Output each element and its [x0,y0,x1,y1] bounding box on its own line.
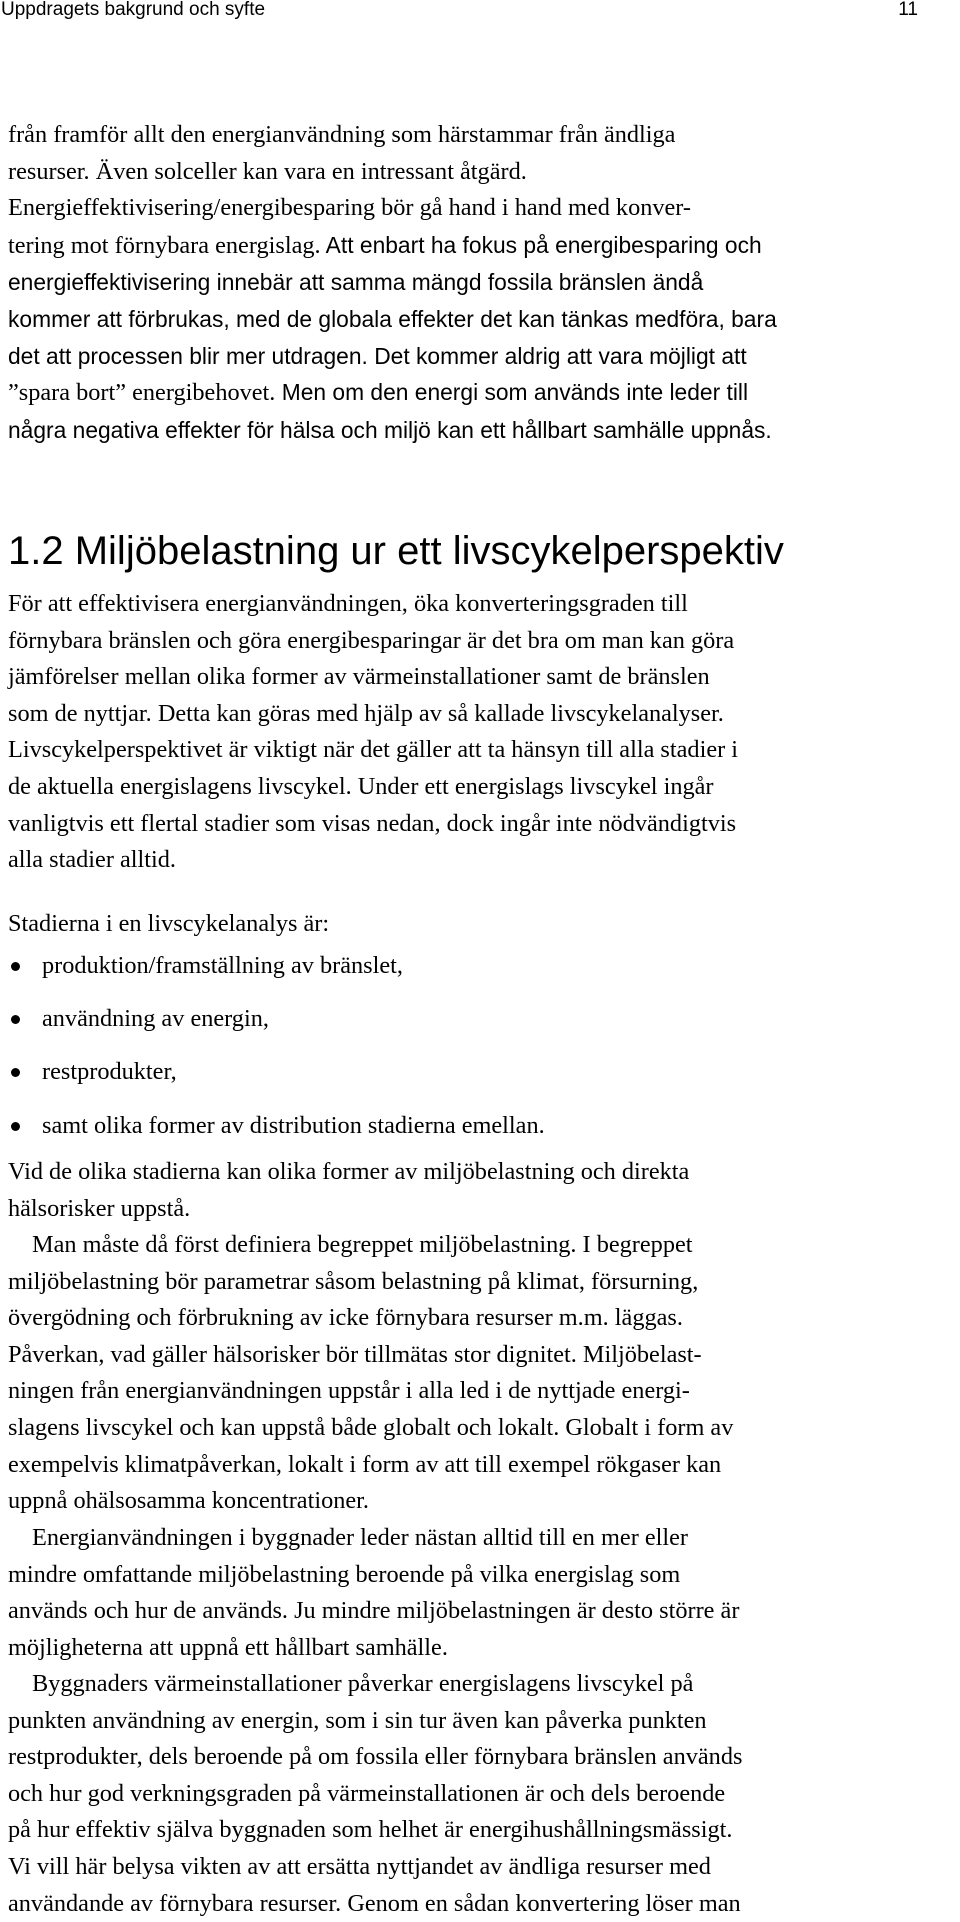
list-item-text: restprodukter, [42,1058,177,1086]
intro-line-mixed [8,374,918,412]
paragraph-line: förnybara bränslen och göra energibesparingar är det bra om man kan göra [8,626,735,654]
page-header [0,0,960,26]
list-item [8,1108,545,1145]
paragraph-line: används och hur de används. Ju mindre miljöbelastningen är desto större är [8,1597,740,1625]
intro-line: från framför allt den energianvändning som härstammar från ändliga [8,121,676,148]
page-number: 11 [898,0,918,20]
heating-paragraph [8,1666,742,1922]
paragraph-line: vanligtvis ett flertal stadier som visas nedan, dock ingår inte nödvändigtvis [8,809,737,837]
paragraph-line: alla stadier alltid. [8,846,176,874]
paragraph-line: användande av förnybara resurser. Genom en sådan konvertering löser man [8,1889,741,1917]
paragraph-line: Man måste då först definiera begreppet miljöbelastning. I begreppet [32,1231,693,1258]
paragraph-line: Byggnaders värmeinstallationer påverkar energislagens livscykel på [32,1670,694,1697]
list-item-text: samt olika former av distribution stadierna emellan. [42,1111,545,1139]
intro-line: några negativa effekter för hälsa och miljö kan ett hållbart samhälle uppnås. [8,416,772,443]
paragraph-line: Energianvändningen i byggnader leder nästan alltid till en mer eller [32,1524,689,1551]
paragraph-line: och hur god verkningsgraden på värmeinstallationen är och dels beroende [8,1779,726,1807]
paragraph-line: hälsorisker uppstå. [8,1194,191,1222]
running-header-title: Uppdragets bakgrund och syfte [1,0,266,20]
paragraph-line: som de nyttjar. Detta kan göras med hjälp av så kallade livscykelanalyser. [8,699,724,727]
intro-line: energieffektivisering innebär att samma mängd fossila bränslen ändå [8,269,704,296]
stages-intro [8,906,329,943]
paragraph-line: jämförelser mellan olika former av värmeinstallationer samt de bränslen [8,663,710,691]
bullet-icon [11,962,20,971]
paragraph-line: Livscykelperspektivet är viktigt när det gäller att ta hänsyn till alla stadier i [8,736,739,764]
paragraph-line: exempelvis klimatpåverkan, lokalt i form av att till exempel rökgaser kan [8,1450,722,1478]
paragraph-line: övergödning och förbrukning av icke förnybara resurser m.m. läggas. [8,1304,683,1332]
paragraph-line: Påverkan, vad gäller hälsorisker bör tillmätas stor dignitet. Miljöbelast- [8,1340,702,1368]
paragraph-line: slagens livscykel och kan uppstå både globalt och lokalt. Globalt i form av [8,1413,734,1441]
intro-paragraph [8,117,918,448]
paragraph-line: Vid de olika stadierna kan olika former av miljöbelastning och direkta [8,1158,690,1185]
paragraph-line: mindre omfattande miljöbelastning beroende på vilka energislag som [8,1560,681,1588]
define-paragraph [8,1227,733,1520]
paragraph-line: Vi vill här belysa vikten av att ersätta nyttjandet av ändliga resurser med [8,1852,711,1880]
list-item-text: användning av energin, [42,1005,269,1033]
paragraph-line: restprodukter, dels beroende på om fossila eller förnybara bränslen används [8,1743,743,1771]
intro-line: Energieffektivisering/energibesparing bör gå hand i hand med konver- [8,194,691,222]
paragraph-line: För att effektivisera energianvändningen, öka konverteringsgraden till [8,590,688,617]
intro-line-sans-part: Att enbart ha fokus på energibesparing och [320,231,762,258]
list-item [8,1001,545,1038]
intro-line-mixed [8,227,918,265]
risk-paragraph [8,1154,689,1227]
intro-quote-serif-part: ”spara bort” energibehovet. [8,379,276,407]
bullet-icon [11,1068,20,1077]
intro-line: resurser. Även solceller kan vara en intressant åtgärd. [8,157,527,185]
paragraph-line: uppnå ohälsosamma koncentrationer. [8,1487,369,1515]
paragraph-line: punkten användning av energin, som i sin tur även kan påverka punkten [8,1706,707,1734]
list-item [8,1054,545,1091]
paragraph-line: de aktuella energislagens livscykel. Under ett energislags livscykel ingår [8,772,714,800]
intro-line: det att processen blir mer utdragen. Det kommer aldrig att vara möjligt att [8,342,747,369]
stages-intro-text: Stadierna i en livscykelanalys är: [8,910,330,937]
buildings-paragraph [8,1520,739,1666]
paragraph-line: miljöbelastning bör parametrar såsom belastning på klimat, försurning, [8,1267,699,1295]
intro-line-serif-part: tering mot förnybara energislag. [8,231,321,259]
section-heading: 1.2 Miljöbelastning ur ett livscykelperspektiv [8,529,784,573]
paragraph-line: på hur effektiv själva byggnaden som helhet är energihushållningsmässigt. [8,1816,733,1844]
intro-line: kommer att förbrukas, med de globala effekter det kan tänkas medföra, bara [8,305,777,332]
paragraph-line: möjligheterna att uppnå ett hållbart samhälle. [8,1633,448,1661]
bullet-icon [11,1015,20,1024]
stages-list [8,948,545,1161]
list-item-text: produktion/framställning av bränslet, [42,952,404,979]
bullet-icon [11,1122,20,1131]
paragraph-line: ningen från energianvändningen uppstår i alla led i de nyttjade energi- [8,1377,690,1405]
intro-line-sans-part: Men om den energi som används inte leder till [275,379,749,406]
section-paragraph [8,586,918,879]
list-item [8,948,545,985]
